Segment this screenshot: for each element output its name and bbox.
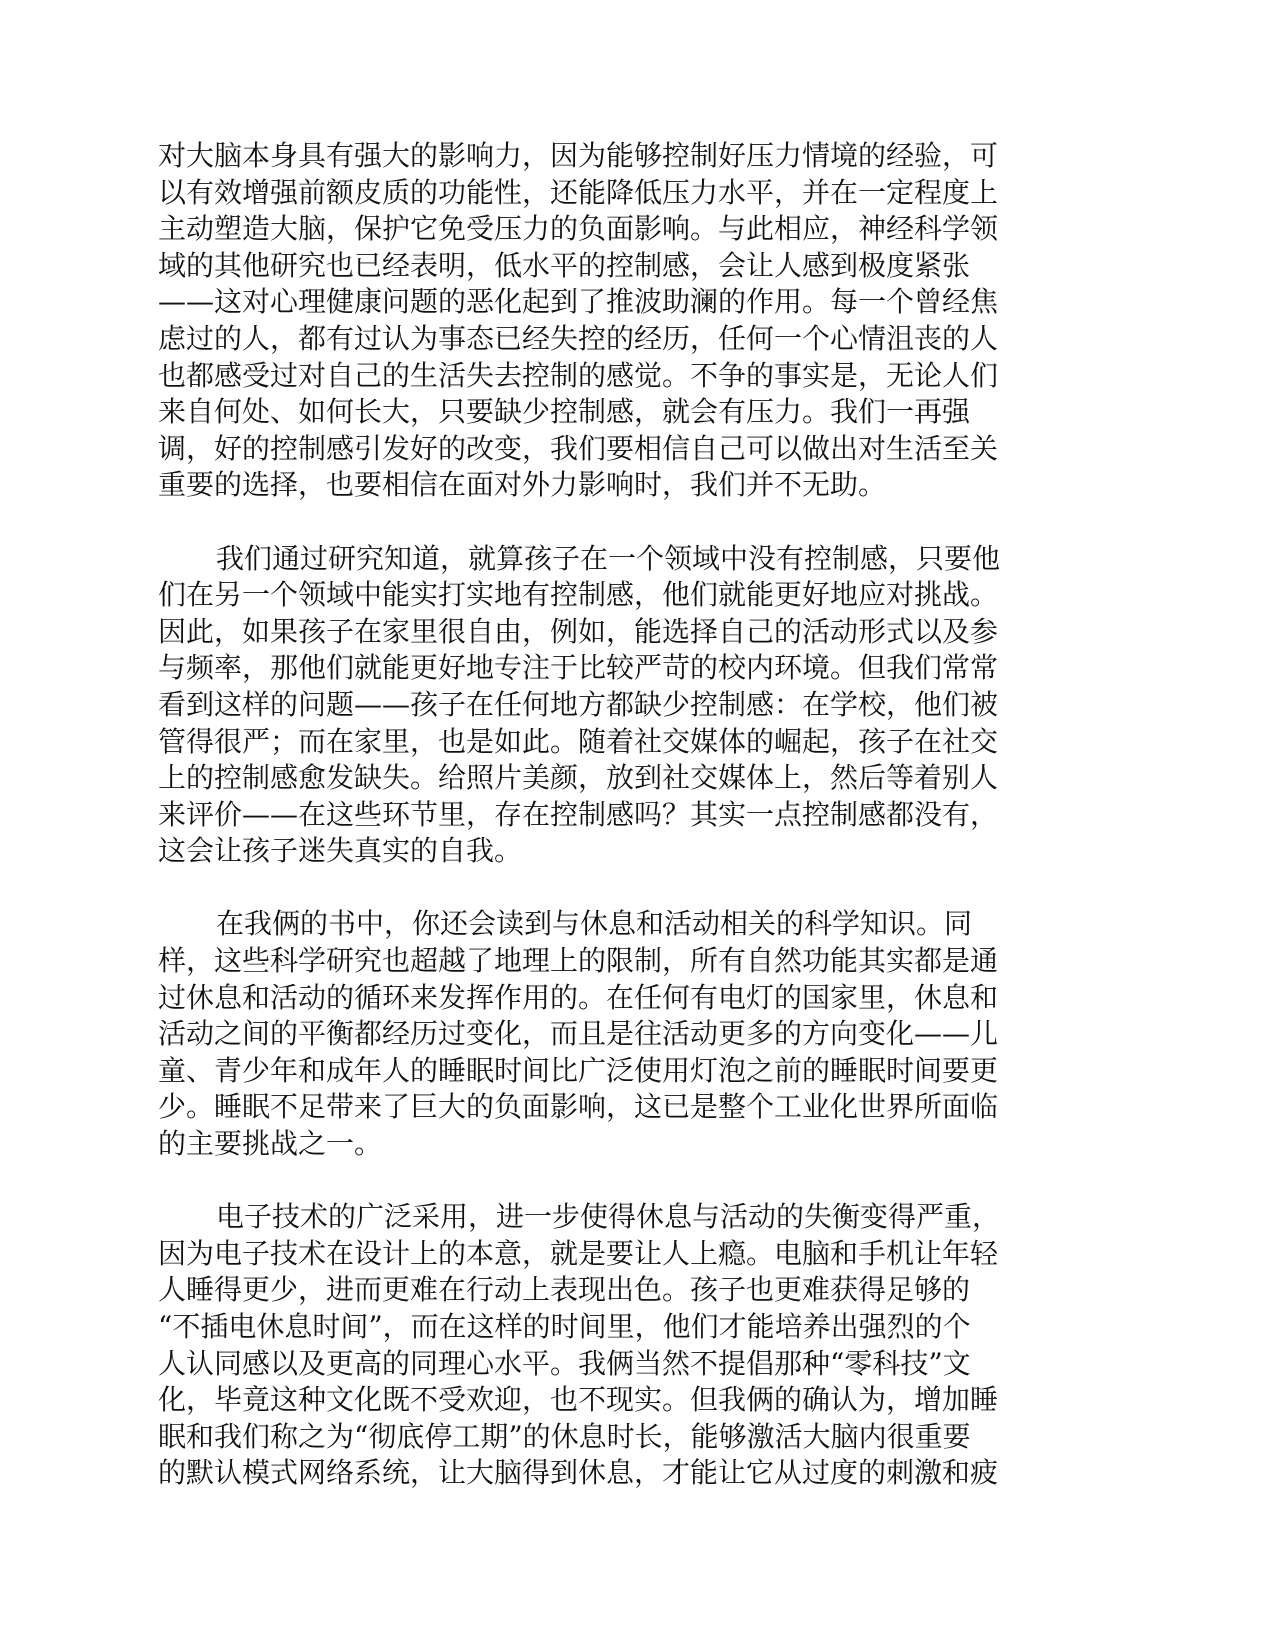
text-line: 虑过的人，都有过认为事态已经失控的经历，任何一个心情沮丧的人 (158, 321, 999, 355)
text-line: 来评价——在这些环节里，存在控制感吗？其实一点控制感都没有， (158, 797, 999, 831)
text-line: “不插电休息时间”，而在这样的时间里，他们才能培养出强烈的个 (158, 1310, 971, 1343)
text-line: 也都感受过对自己的生活失去控制的感觉。不争的事实是，无论人们 (158, 358, 999, 392)
text-line: 主动塑造大脑，保护它免受压力的负面影响。与此相应，神经科学领 (158, 212, 999, 246)
text-line: 域的其他研究也已经表明，低水平的控制感，会让人感到极度紧张 (158, 248, 971, 282)
paragraph-3 (158, 906, 1098, 1162)
text-line: 人睡得更少，进而更难在行动上表现出色。孩子也更难获得足够的 (158, 1273, 971, 1307)
text-line: 重要的选择，也要相信在面对外力影响时，我们并不无助。 (158, 468, 887, 502)
text-line: 的默认模式网络系统，让大脑得到休息，才能让它从过度的刺激和疲 (158, 1456, 999, 1490)
paragraph-1 (158, 138, 1098, 504)
text-line: 以有效增强前额皮质的功能性，还能降低压力水平，并在一定程度上 (158, 175, 999, 209)
text-line: 看到这样的问题——孩子在任何地方都缺少控制感：在学校，他们被 (158, 687, 999, 721)
text-line: ——这对心理健康问题的恶化起到了推波助澜的作用。每一个曾经焦 (158, 285, 999, 319)
text-line: 与频率，那他们就能更好地专注于比较严苛的校内环境。但我们常常 (158, 651, 999, 685)
text-line: 我们通过研究知道，就算孩子在一个领域中没有控制感，只要他 (216, 541, 1001, 575)
text-line: 电子技术的广泛采用，进一步使得休息与活动的失衡变得严重， (216, 1200, 1001, 1234)
text-line: 这会让孩子迷失真实的自我。 (158, 834, 523, 868)
text-line: 人认同感以及更高的同理心水平。我俩当然不提倡那种“零科技”文 (158, 1346, 971, 1380)
paragraph-4 (158, 1199, 1098, 1492)
text-line: 童、青少年和成年人的睡眠时间比广泛使用灯泡之前的睡眠时间要更 (158, 1053, 999, 1087)
text-line: 的主要挑战之一。 (158, 1127, 383, 1161)
text-line: 调，好的控制感引发好的改变，我们要相信自己可以做出对生活至关 (158, 431, 999, 465)
text-line: 在我俩的书中，你还会读到与休息和活动相关的科学知识。同 (216, 907, 973, 941)
text-line: 来自何处、如何长大，只要缺少控制感，就会有压力。我们一再强 (158, 395, 971, 429)
text-line: 过休息和活动的循环来发挥作用的。在任何有电灯的国家里，休息和 (158, 980, 999, 1014)
text-line: 们在另一个领域中能实打实地有控制感，他们就能更好地应对挑战。 (158, 578, 999, 612)
text-line: 上的控制感愈发缺失。给照片美颜，放到社交媒体上，然后等着别人 (158, 761, 999, 795)
text-line: 对大脑本身具有强大的影响力，因为能够控制好压力情境的经验，可 (158, 139, 999, 172)
text-line: 活动之间的平衡都经历过变化，而且是往活动更多的方向变化——儿 (158, 1017, 999, 1051)
text-line: 管得很严；而在家里，也是如此。随着社交媒体的崛起，孩子在社交 (158, 724, 999, 758)
text-line: 因为电子技术在设计上的本意，就是要让人上瘾。电脑和手机让年轻 (158, 1236, 999, 1270)
text-line: 眠和我们称之为“彻底停工期”的休息时长，能够激活大脑内很重要 (158, 1419, 971, 1453)
document-page (158, 138, 1098, 1529)
text-line: 样，这些科学研究也超越了地理上的限制，所有自然功能其实都是通 (158, 944, 999, 978)
text-line: 化，毕竟这种文化既不受欢迎，也不现实。但我俩的确认为，增加睡 (158, 1383, 999, 1417)
text-line: 少。睡眠不足带来了巨大的负面影响，这已是整个工业化世界所面临 (158, 1090, 999, 1124)
text-line: 因此，如果孩子在家里很自由，例如，能选择自己的活动形式以及参 (158, 614, 999, 648)
paragraph-2 (158, 541, 1098, 870)
